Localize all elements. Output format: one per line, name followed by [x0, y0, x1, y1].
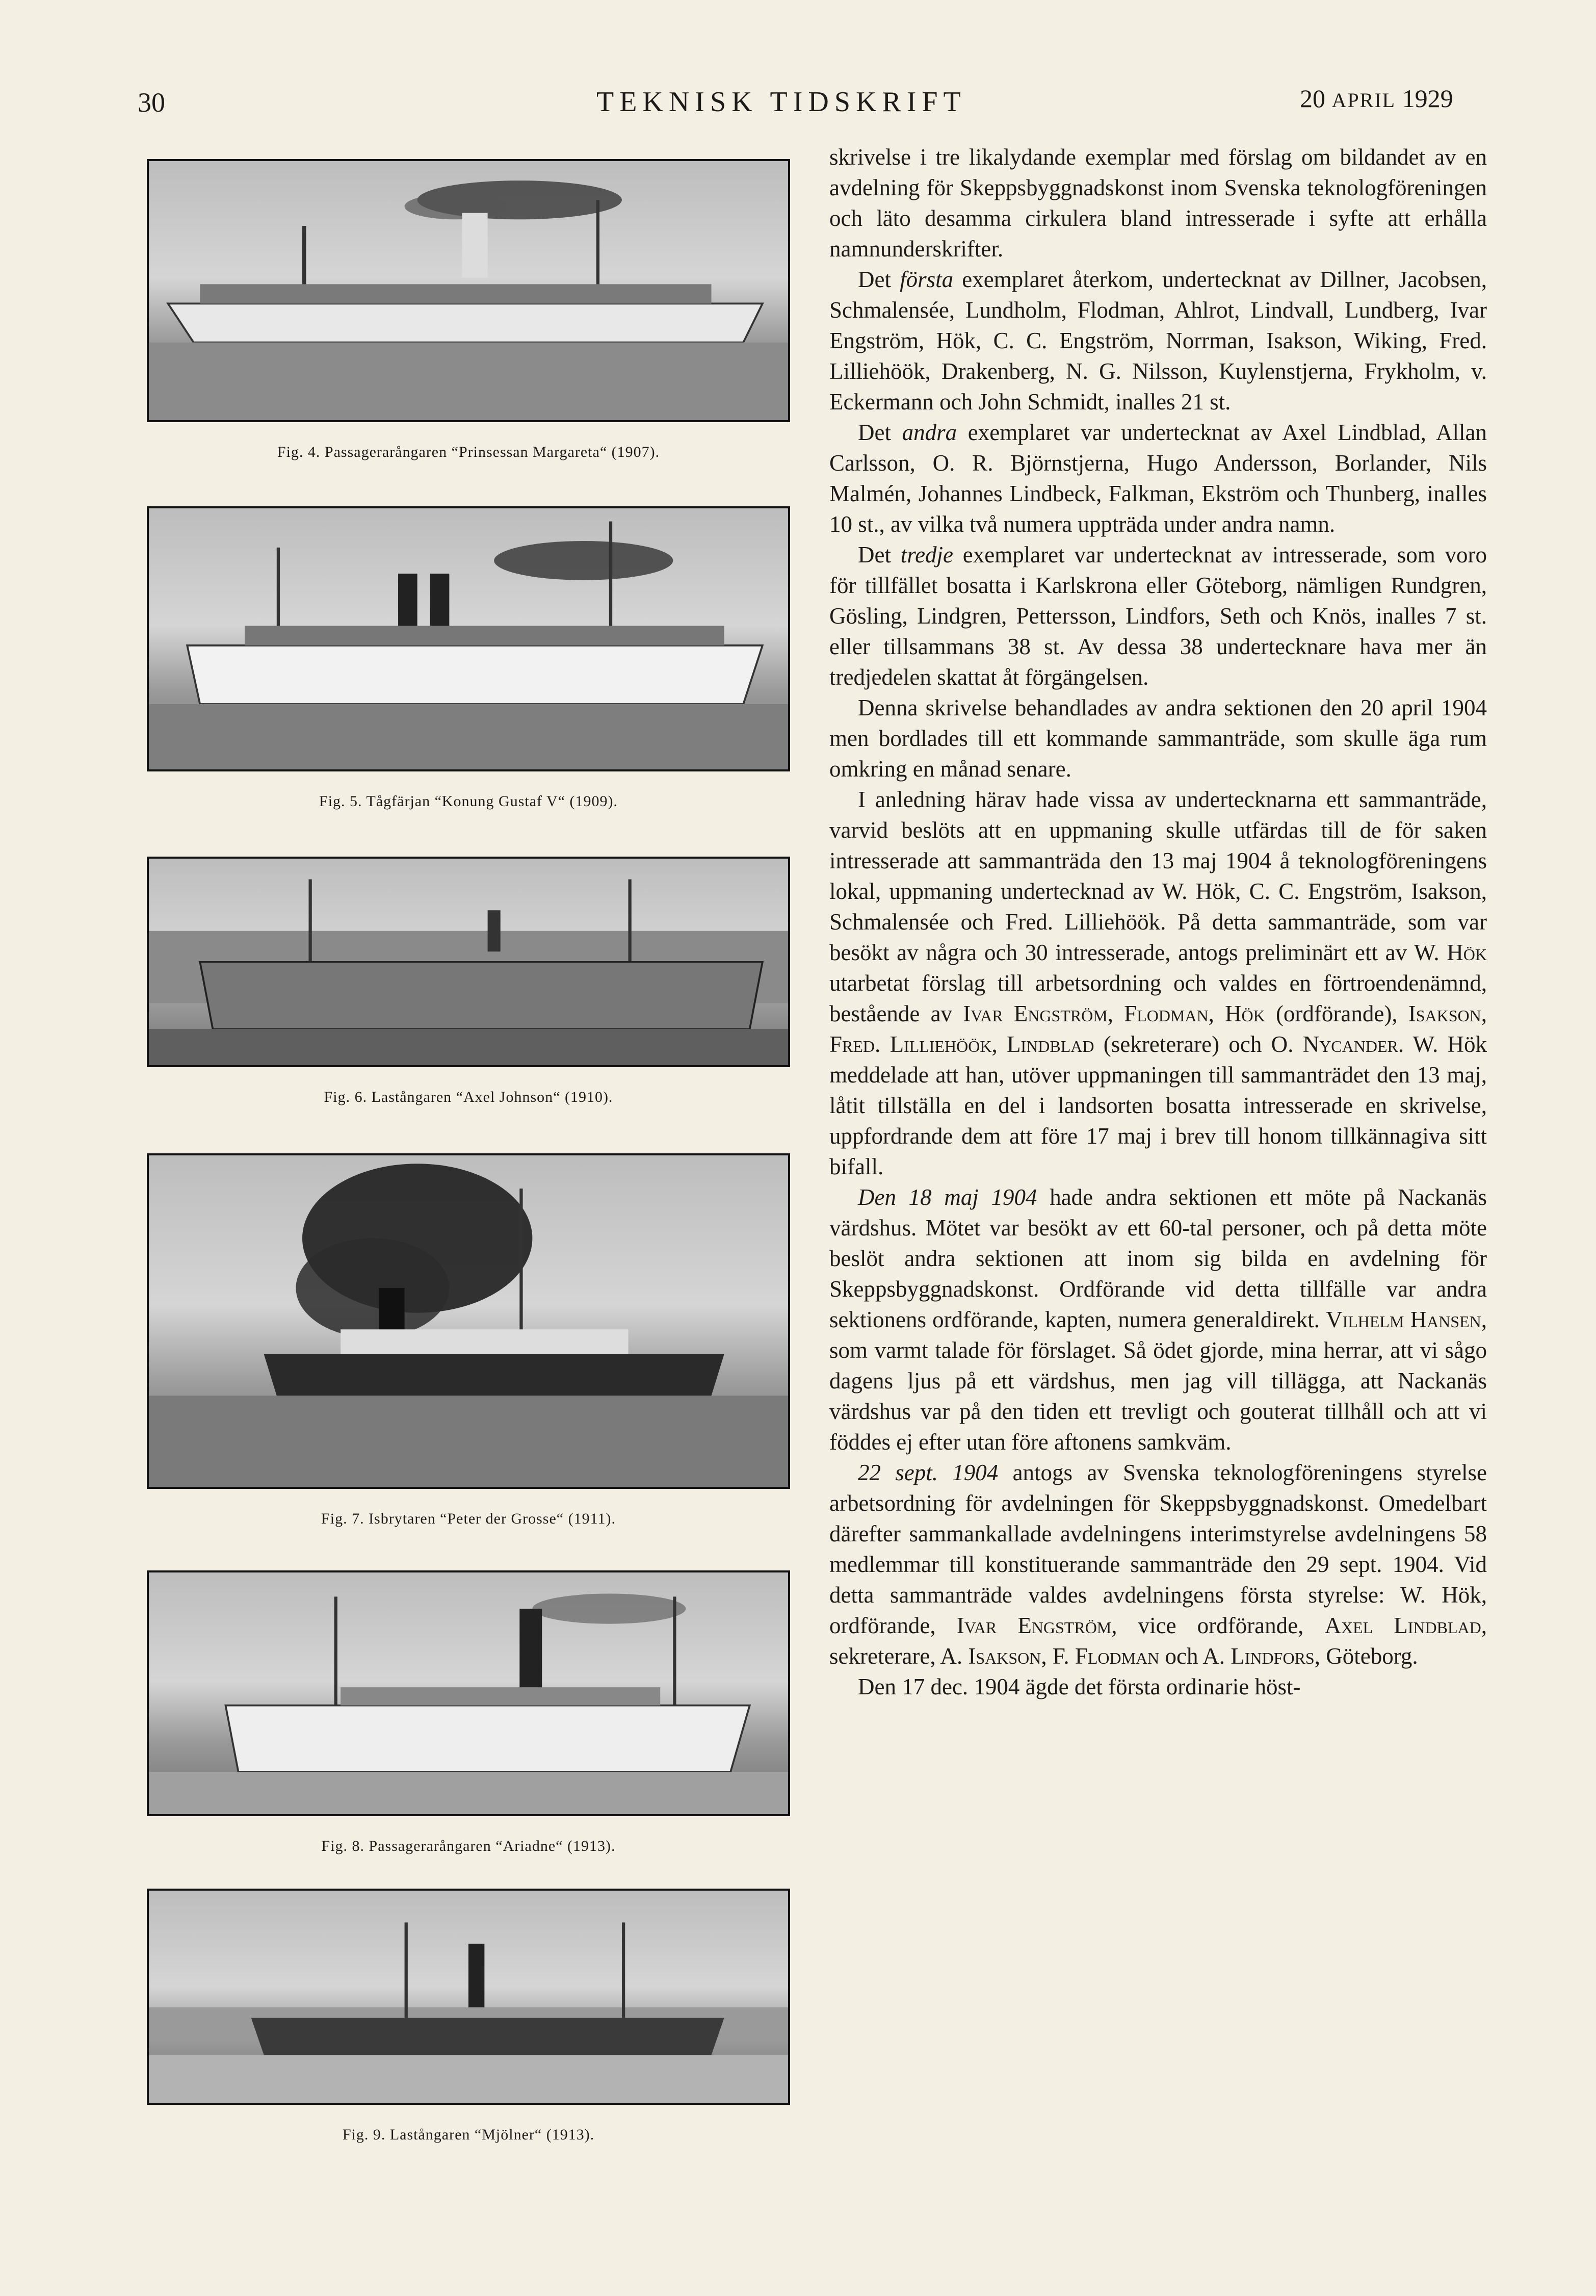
ship-photo: [147, 857, 790, 1067]
figure-caption: Fig. 9. Lastångaren “Mjölner“ (1913).: [342, 2126, 595, 2143]
paragraph: Den 17 dec. 1904 ägde det första ordinarie höst-: [858, 1674, 1301, 1699]
text-run: . W. Hök meddelade att han, utöver uppmaningen till sammanträdet den 13 maj, låtit tillställa en del i landsorten bosatta intresserade en skrivelse, uppfordrande dem att före 17 maj i brev till honom tillkännagiva sitt bifall.: [829, 1031, 1487, 1179]
name-smallcaps: Axel Lindblad: [1324, 1613, 1481, 1638]
text-run: (ordförande),: [1265, 1001, 1408, 1026]
paragraph: [829, 264, 1487, 417]
text-run: Det: [858, 542, 901, 567]
text-run: utarbetat förslag till arbetsordning och valdes en förtroendenämnd, bestående av: [829, 970, 1487, 1026]
ship-photo: [147, 159, 790, 422]
paragraph: [829, 417, 1487, 539]
emphasis: Den 18 maj 1904: [858, 1184, 1037, 1210]
text-run: , som varmt talade för förslaget. Så ödet gjorde, mina herrar, att vi sågo dagens ljus på ett värdshus, men jag vill tillägga, att Nackanäs värdshus var på den tiden ett trevligt och gouterat tillhåll och att vi föddes ej efter utan före aftonens samkväm.: [829, 1307, 1487, 1455]
text-run: och A.: [1159, 1643, 1231, 1669]
name-smallcaps: Ivar Engström: [956, 1613, 1112, 1638]
name-smallcaps: Hök: [1447, 940, 1487, 965]
figure-8: [147, 1570, 790, 1855]
paragraph: Denna skrivelse behandlades av andra sektionen den 20 april 1904 men bordlades till ett kommande sammanträde, som skulle äga rum omkring en månad senare.: [829, 695, 1487, 782]
figure-caption: Fig. 4. Passagerarångaren “Prinsessan Margareta“ (1907).: [277, 444, 660, 460]
text-run: exemplaret var undertecknat av intresserade, som voro för tillfället bosatta i Karlskrona eller Göteborg, nämligen Rundgren, Gösling, Lindgren, Pettersson, Lindfors, Seth och Knös, inalles 7 st. eller tillsammans 38 st. Av dessa 38 undertecknare hava mer än tredjedelen skattat åt förgängelsen.: [829, 542, 1487, 690]
name-smallcaps: Isakson: [968, 1643, 1041, 1669]
name-smallcaps: Ivar Engström: [963, 1001, 1108, 1026]
paragraph: [829, 784, 1487, 1182]
date-month: APRIL: [1331, 89, 1396, 112]
figure-caption: Fig. 5. Tågfärjan “Konung Gustaf V“ (1909).: [319, 793, 618, 810]
paragraph: [829, 539, 1487, 692]
name-smallcaps: Lindblad: [1007, 1031, 1094, 1057]
figure-4: [147, 159, 790, 461]
text-run: ,: [1481, 1001, 1487, 1026]
text-run: , vice ordförande,: [1111, 1613, 1325, 1638]
figure-caption: Fig. 8. Passagerarångaren “Ariadne“ (1913).: [321, 1838, 616, 1854]
name-smallcaps: Flodman: [1075, 1643, 1160, 1669]
name-smallcaps: Vilhelm Hansen: [1326, 1307, 1481, 1332]
paragraph: [829, 1457, 1487, 1671]
text-run: , F.: [1041, 1643, 1075, 1669]
text-run: ,: [1107, 1001, 1124, 1026]
text-run: ,: [991, 1031, 1007, 1057]
figure-7: [147, 1153, 790, 1528]
name-smallcaps: Hök: [1225, 1001, 1265, 1026]
text-run: , sekreterare, A.: [829, 1613, 1487, 1669]
ship-photo: [147, 506, 790, 771]
emphasis: första: [900, 267, 954, 292]
text-run: Det: [858, 267, 900, 292]
text-run: ,: [1208, 1001, 1225, 1026]
figure-caption: Fig. 7. Isbrytaren “Peter der Grosse“ (1911).: [321, 1510, 616, 1527]
emphasis: 22 sept. 1904: [858, 1460, 999, 1485]
figure-6: [147, 857, 790, 1106]
text-run: exemplaret var undertecknat av Axel Lindblad, Allan Carlsson, O. R. Björnstjerna, Hugo Andersson, Borlander, Nils Malmén, Johannes Lindbeck, Falkman, Ekström och Thunberg, inalles 10 st., av vilka två numera uppträda under andra namn.: [829, 420, 1487, 537]
ship-photo: [147, 1570, 790, 1816]
paragraph: skrivelse i tre likalydande exemplar med förslag om bildandet av en avdelning för Skeppsbyggnadskonst inom Svenska teknologföreningen och läto desamma cirkulera bland intresserade i syfte att erhålla namnunderskrifter.: [829, 144, 1487, 262]
ship-photo: [147, 1153, 790, 1489]
page-number: 30: [138, 87, 165, 118]
text-run: Det: [858, 420, 902, 445]
text-run: antogs av Svenska teknologföreningens styrelse arbetsordning för avdelningen för Skeppsbyggnadskonst. Omedelbart därefter sammankallade avdelningens interimstyrelse avdelningens 58 medlemmar till konstituerande sammanträde den 29 sept. 1904. Vid detta sammanträde valdes avdelningens första styrelse: W. Hök, ordförande,: [829, 1460, 1487, 1638]
name-smallcaps: Flodman: [1124, 1001, 1209, 1026]
issue-date: [1300, 84, 1453, 113]
emphasis: andra: [902, 420, 957, 445]
text-run: hade andra sektionen ett möte på Nackanäs värdshus. Mötet var besökt av ett 60-tal personer, och på detta möte beslöt andra sektionen att inom sig bilda en avdelning för Skeppsbyggnadskonst. Ordförande vid detta tillfälle var andra sektionens ordförande, kapten, numera generaldirekt.: [829, 1184, 1487, 1332]
name-smallcaps: Nycander: [1302, 1031, 1398, 1057]
figure-caption: Fig. 6. Lastångaren “Axel Johnson“ (1910).: [324, 1089, 613, 1105]
ship-photo: [147, 1889, 790, 2105]
text-run: , Göteborg.: [1314, 1643, 1418, 1669]
text-run: exemplaret återkom, undertecknat av Dillner, Jacobsen, Schmalensée, Lundholm, Flodman, Ahlrot, Lindvall, Lundberg, Ivar Engström, Hök, C. C. Engström, Norrman, Isakson, Wiking, Fred. Lilliehöök, Drakenberg, N. G. Nilsson, Kuylenstjerna, Frykholm, v. Eckermann och John Schmidt, inalles 21 st.: [829, 267, 1487, 415]
journal-title: TEKNISK TIDSKRIFT: [596, 86, 966, 118]
text-run: (sekreterare) och O.: [1094, 1031, 1303, 1057]
emphasis: tredje: [900, 542, 954, 567]
name-smallcaps: Fred. Lilliehöök: [829, 1031, 992, 1057]
text-run: I anledning härav hade vissa av undertecknarna ett sammanträde, varvid beslöts att en uppmaning skulle utfärdas till de för saken intresserade att sammanträda den 13 maj 1904 å teknologföreningens lokal, uppmaning undertecknad av W. Hök, C. C. Engström, Isakson, Schmalensée och Fred. Lilliehöök. På detta sammanträde, som var besökt av några och 30 intresserade, antogs preliminärt ett av W.: [829, 787, 1487, 965]
date-year: 1929: [1402, 84, 1453, 113]
date-day: 20: [1300, 84, 1325, 113]
name-smallcaps: Isakson: [1408, 1001, 1481, 1026]
paragraph: [829, 1182, 1487, 1457]
figure-5: [147, 506, 790, 810]
article-text: [829, 142, 1487, 1702]
name-smallcaps: Lindfors: [1231, 1643, 1315, 1669]
figure-9: [147, 1889, 790, 2144]
